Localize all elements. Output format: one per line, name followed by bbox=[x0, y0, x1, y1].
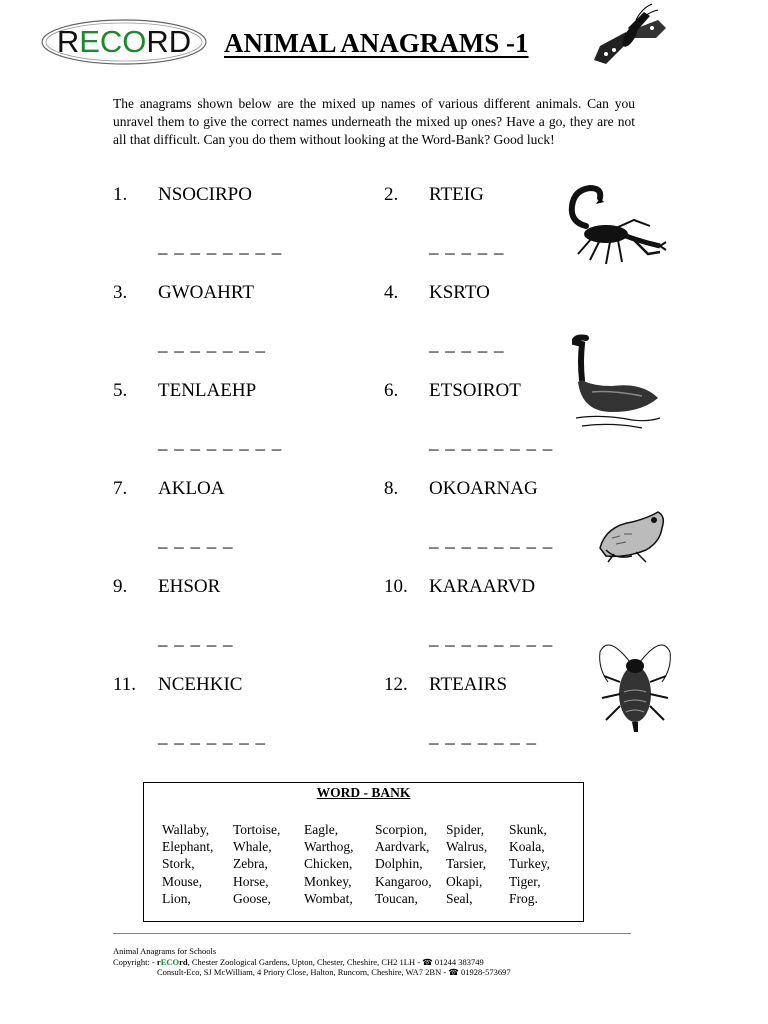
word-bank-word: Dolphin, bbox=[375, 856, 423, 872]
anagram-word: GWOAHRT bbox=[158, 282, 254, 303]
word-bank-word: Eagle, bbox=[304, 822, 339, 837]
footer-copyright: Copyright: - rECOrd, Chester Zoological Gardens, Upton, Chester, Cheshire, CH2 1LH - ☎ 01244 383749 bbox=[113, 956, 484, 967]
frog-icon bbox=[596, 508, 670, 564]
word-bank-title: WORD - BANK bbox=[316, 785, 411, 800]
word-bank-word: Wombat, bbox=[304, 890, 353, 906]
anagram-word: RTEIG bbox=[429, 184, 484, 205]
answer-blank: _ _ _ _ _ _ _ _ bbox=[158, 432, 283, 453]
logo-text: R ECO RD bbox=[56, 24, 192, 59]
answer-blank: _ _ _ _ _ _ _ bbox=[158, 726, 266, 747]
word-bank-word: Stork, bbox=[162, 856, 195, 872]
answer-blank: _ _ _ _ _ bbox=[429, 236, 505, 257]
item-number: 12. bbox=[384, 674, 408, 695]
anagram-word: EHSOR bbox=[158, 576, 221, 597]
anagram-word: TENLAEHP bbox=[158, 380, 257, 401]
intro-paragraph: The anagrams shown below are the mixed up names of various different animals. Can you unravel them to give the correct names underneath the mixed up ones? Have a go, they are not all that difficult. Can you do them without looking at the Word-Bank? Good luck! bbox=[113, 96, 635, 147]
word-bank-word: Chicken, bbox=[304, 856, 353, 872]
word-bank-word: Frog. bbox=[509, 890, 538, 906]
word-bank-word: Goose, bbox=[233, 890, 271, 906]
word-bank-column bbox=[375, 821, 432, 907]
anagram-word: ETSOIROT bbox=[429, 380, 521, 401]
item-number: 10. bbox=[384, 576, 408, 597]
answer-blank: _ _ _ _ _ bbox=[429, 334, 505, 355]
answer-blank: _ _ _ _ _ bbox=[158, 628, 234, 649]
word-bank-column bbox=[162, 821, 213, 907]
anagram-word: NCEHKIC bbox=[158, 674, 243, 695]
item-number: 7. bbox=[113, 478, 128, 499]
cockroach-icon bbox=[596, 632, 676, 736]
word-bank-word: Lion, bbox=[162, 890, 191, 906]
answer-blank: _ _ _ _ _ _ _ _ bbox=[429, 530, 554, 551]
footer-address: Consult-Eco, SJ McWilliam, 4 Priory Close, Halton, Runcorn, Cheshire, WA7 2BN - ☎ 01928-573697 bbox=[157, 967, 511, 977]
word-bank-column bbox=[233, 821, 280, 907]
word-bank-word: Zebra, bbox=[233, 856, 268, 872]
word-bank-word: Elephant, bbox=[162, 839, 214, 855]
word-bank-word: Scorpion, bbox=[375, 822, 428, 837]
anagram-word: AKLOA bbox=[158, 478, 225, 499]
anagram-word: KARAARVD bbox=[429, 576, 536, 597]
word-bank-word: Monkey, bbox=[304, 873, 352, 889]
moth-icon bbox=[592, 2, 670, 70]
word-bank-word: Walrus, bbox=[446, 839, 488, 855]
answer-blank: _ _ _ _ _ _ _ _ bbox=[429, 432, 554, 453]
word-bank-word: Turkey, bbox=[509, 856, 551, 872]
word-bank-word: Seal, bbox=[446, 890, 473, 906]
word-bank-column bbox=[509, 821, 550, 907]
word-bank-word: Mouse, bbox=[162, 873, 203, 889]
item-number: 3. bbox=[113, 282, 128, 303]
item-number: 2. bbox=[384, 184, 399, 205]
record-logo bbox=[40, 18, 208, 66]
anagram-word: KSRTO bbox=[429, 282, 490, 303]
word-bank-word: Toucan, bbox=[375, 890, 418, 906]
word-bank-word: Tarsier, bbox=[446, 856, 487, 872]
answer-blank: _ _ _ _ _ _ _ bbox=[429, 726, 537, 747]
scorpion-icon bbox=[556, 182, 668, 268]
word-bank-word: Wallaby, bbox=[162, 822, 210, 837]
word-bank bbox=[143, 782, 584, 922]
word-bank-word: Horse, bbox=[233, 873, 269, 889]
word-bank-word: Kangaroo, bbox=[375, 873, 432, 889]
word-bank-word: Tiger, bbox=[509, 873, 541, 889]
item-number: 6. bbox=[384, 380, 399, 401]
item-number: 8. bbox=[384, 478, 399, 499]
answer-blank: _ _ _ _ _ _ _ _ bbox=[158, 236, 283, 257]
goose-icon bbox=[572, 332, 664, 432]
page-title: ANIMAL ANAGRAMS -1 bbox=[224, 28, 529, 58]
word-bank-column bbox=[304, 821, 354, 907]
item-number: 4. bbox=[384, 282, 399, 303]
footer bbox=[113, 946, 511, 978]
item-number: 1. bbox=[113, 184, 128, 205]
answer-blank: _ _ _ _ _ _ _ _ bbox=[429, 628, 554, 649]
word-bank-word: Okapi, bbox=[446, 873, 483, 889]
word-bank-word: Warthog, bbox=[304, 839, 354, 855]
word-bank-word: Aardvark, bbox=[375, 839, 430, 855]
word-bank-word: Skunk, bbox=[509, 822, 547, 837]
footer-title: Animal Anagrams for Schools bbox=[113, 946, 217, 956]
footer-divider bbox=[113, 933, 631, 934]
item-number: 5. bbox=[113, 380, 128, 401]
word-bank-word: Tortoise, bbox=[233, 822, 281, 837]
answer-blank: _ _ _ _ _ bbox=[158, 530, 234, 551]
anagram-word: RTEAIRS bbox=[429, 674, 508, 695]
anagram-word: NSOCIRPO bbox=[158, 184, 252, 205]
word-bank-word: Koala, bbox=[509, 839, 545, 855]
item-number: 11. bbox=[113, 674, 137, 695]
word-bank-word: Spider, bbox=[446, 822, 485, 837]
answer-blank: _ _ _ _ _ _ _ bbox=[158, 334, 266, 355]
word-bank-column bbox=[446, 821, 487, 907]
anagram-word: OKOARNAG bbox=[429, 478, 538, 499]
footer-brand: rECOrd bbox=[156, 956, 188, 967]
item-number: 9. bbox=[113, 576, 128, 597]
word-bank-word: Whale, bbox=[233, 839, 272, 855]
